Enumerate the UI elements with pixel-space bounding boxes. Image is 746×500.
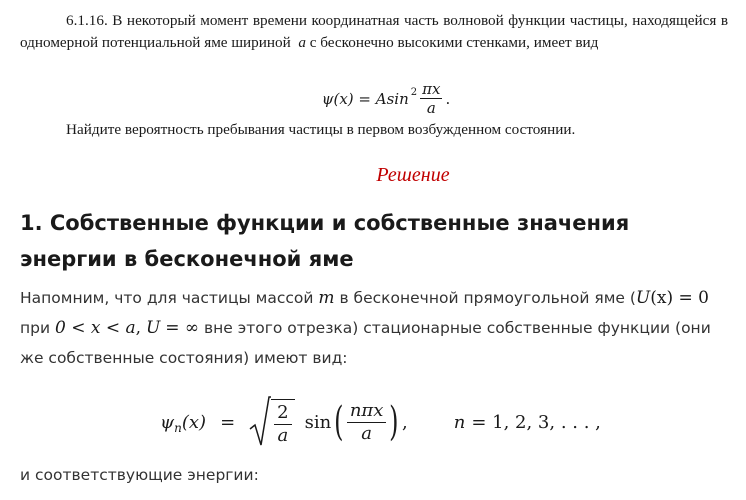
fraction-numerator: πx xyxy=(422,80,441,98)
fraction-denominator: a xyxy=(426,99,436,117)
root-denominator: a xyxy=(277,425,289,446)
potential-inside: (x) = 0 xyxy=(650,288,709,308)
sine-function: sin xyxy=(304,411,332,433)
mass-symbol: m xyxy=(318,288,335,308)
interval-comma: , xyxy=(135,318,142,338)
problem-text-2: с бесконечно высокими стенками, имеет вид xyxy=(309,34,599,51)
radical-sign-icon xyxy=(249,395,271,449)
quantum-number-symbol: n xyxy=(453,411,466,433)
psi-subscript: n xyxy=(174,421,182,435)
root-body xyxy=(271,399,294,449)
equation-period: . xyxy=(445,89,451,108)
energies-intro: и соответствующие энергии: xyxy=(20,466,259,484)
problem-statement xyxy=(20,10,728,54)
equation-comma: , xyxy=(402,411,408,433)
solution-title: Решение xyxy=(376,164,450,186)
quantum-number-values: = 1, 2, 3, . . . , xyxy=(471,411,601,433)
potential-symbol-outside: U xyxy=(145,318,161,338)
equation-fraction xyxy=(420,80,442,117)
sine-argument-fraction xyxy=(347,400,387,445)
psi-argument: (x) xyxy=(181,411,207,433)
problem-text-1: 6.1.16. В некоторый момент времени координатная часть волновой функции частицы, находящейся в одномерной потенциальной яме шириной xyxy=(20,12,728,51)
equation-power: 2 xyxy=(410,87,418,98)
root-fraction xyxy=(274,402,291,447)
root-numerator: 2 xyxy=(274,402,291,425)
problem-question: Найдите вероятность пребывания частицы в первом возбужденном состоянии. xyxy=(66,121,576,138)
square-root xyxy=(249,395,294,449)
right-paren: ) xyxy=(389,399,399,445)
well-width-variable: a xyxy=(298,34,306,51)
potential-symbol: U xyxy=(635,288,651,308)
equals-sign: = xyxy=(220,411,236,433)
psi-symbol: ψ xyxy=(160,411,175,433)
left-paren: ( xyxy=(334,399,344,445)
wavefunction-equation xyxy=(0,80,746,120)
equation-lhs: ψ(x) = Asin xyxy=(321,89,409,108)
interval-inequality: 0 < x < a xyxy=(54,318,136,338)
paragraph-text-1: Напомним, что для частицы массой xyxy=(20,289,314,307)
problem-paragraph xyxy=(20,10,728,54)
paragraph-text-4: вне этого отрезка) стационарные собственные функции (они же собственные состояния) имеют вид: xyxy=(20,319,711,367)
paragraph-eigenfunctions xyxy=(20,283,732,373)
potential-infinity: = ∞ xyxy=(165,318,200,338)
sine-denominator: a xyxy=(361,422,372,444)
paragraph-text-2: в бесконечной прямоугольной яме ( xyxy=(339,289,636,307)
section-heading: 1. Собственные функции и собственные значения энергии в бесконечной яме xyxy=(20,211,630,271)
paragraph-text-3: при xyxy=(20,319,51,337)
eigenfunction-equation xyxy=(160,392,601,452)
sine-numerator: nπx xyxy=(347,400,387,423)
